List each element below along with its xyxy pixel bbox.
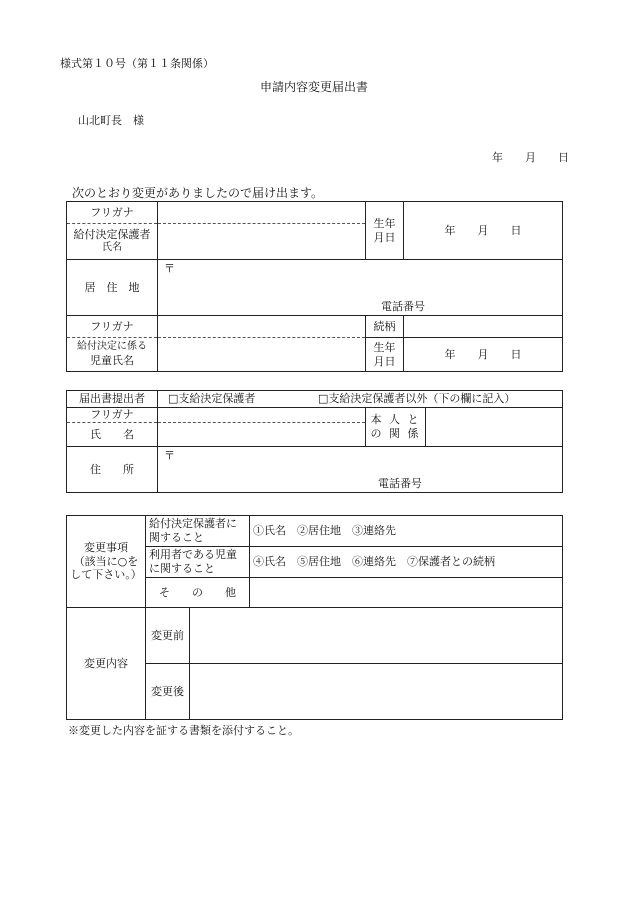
change-items-label: 変更事項 （該当に○を して下さい。） [67,516,146,608]
furigana-label-2: フリガナ [67,316,158,338]
submitter-furigana-label: フリガナ [67,408,158,423]
other-field[interactable] [250,578,563,608]
guardian-name-field[interactable] [158,224,366,260]
submitter-table [66,390,563,493]
furigana-label: フリガナ [67,202,158,224]
guardian-child-table [66,201,563,372]
submitter-options [158,391,563,408]
guardian-name-label: 給付決定保護者 氏名 [67,224,158,260]
child-furigana-field[interactable] [158,316,366,338]
option-other-checkbox[interactable]: □支給決定保護者以外（下の欄に記入） [318,392,516,405]
relation-label: 続柄 [366,316,404,338]
other-label: そ の 他 [146,578,250,608]
submitter-label: 届出書提出者 [67,391,158,408]
relation-field[interactable] [404,316,563,338]
submitter-name-label: 氏 名 [67,423,158,447]
submitter-address-field[interactable] [158,447,563,493]
guardian-furigana-field[interactable] [158,202,366,224]
child-name-label: 給付決定に係る 児童氏名 [67,338,158,372]
before-field[interactable] [190,608,563,664]
child-birthdate-field[interactable]: 年 月 日 [404,338,563,372]
before-label: 変更前 [146,608,190,664]
child-items-options[interactable]: ④氏名 ⑤居住地 ⑥連絡先 ⑦保護者との続柄 [250,547,563,578]
phone-label: 電話番号 [381,300,425,313]
change-content-label: 変更内容 [67,608,146,720]
submitter-address-label: 住 所 [67,447,158,493]
submitter-furigana-field[interactable] [158,408,366,423]
address-field[interactable] [158,260,563,316]
form-number: 様式第１０号（第１１条関係） [60,57,214,70]
child-name-field[interactable] [158,338,366,372]
birthdate-label: 生年 月日 [366,202,404,260]
address-label: 居 住 地 [67,260,158,316]
guardian-birthdate-field[interactable]: 年 月 日 [404,202,563,260]
phone-label-2: 電話番号 [378,477,422,490]
change-table [66,515,563,720]
after-label: 変更後 [146,664,190,720]
submitter-name-field[interactable] [158,423,366,447]
footer-note: ※変更した内容を証する書類を添付すること。 [68,724,299,737]
addressee: 山北町長 様 [78,114,144,127]
intro-text: 次のとおり変更がありましたので届け出ます。 [72,186,324,200]
child-items-label: 利用者である児童 に関すること [146,547,250,578]
guardian-items-options[interactable]: ①氏名 ②居住地 ③連絡先 [250,516,563,547]
option-guardian-checkbox[interactable]: □支給決定保護者 [168,392,256,405]
postal-mark: 〒 [164,262,175,275]
date-line: 年 月 日 [492,151,569,164]
relationship-label: 本 人 と の 関 係 [366,408,426,447]
postal-mark-2: 〒 [164,449,175,462]
form-title: 申請内容変更届出書 [260,80,369,94]
child-birthdate-label: 生年 月日 [366,338,404,372]
guardian-items-label: 給付決定保護者に 関すること [146,516,250,547]
after-field[interactable] [190,664,563,720]
relationship-field[interactable] [426,408,563,447]
